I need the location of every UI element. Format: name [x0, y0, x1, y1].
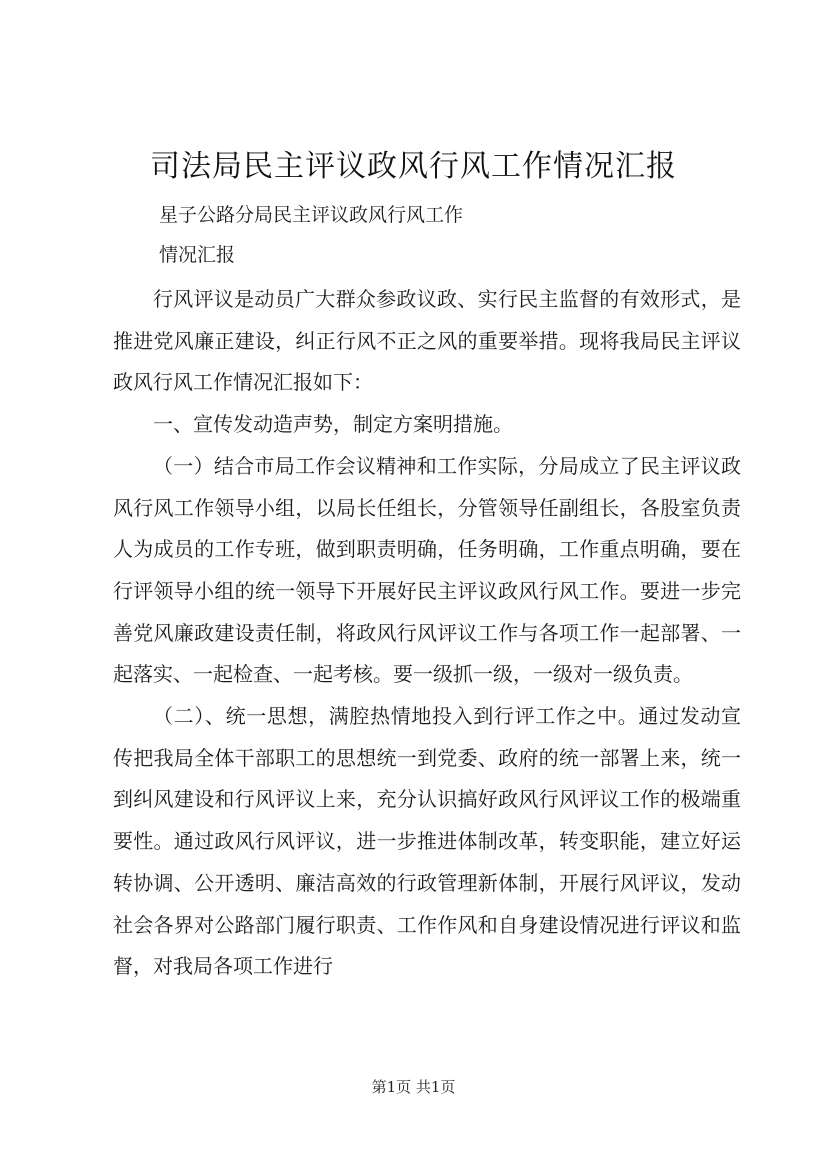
document-body	[113, 279, 741, 988]
subtitle-line-1: 星子公路分局民主评议政风行风工作	[159, 204, 464, 226]
paragraph-section-1-heading: 一、宣传发动造声势，制定方案明措施。	[153, 412, 513, 437]
paragraph-item-2: （二）、统一思想，满腔热情地投入到行评工作之中。通过发动宣传把我局全体干部职工的思想统一到党委、政府的统一部署上来，统一到纠风建设和行风评议上来，充分认识搞好政风行风评议工作的极端重要性。通过政风行风评议，进一步推进体制改革，转变职能，建立好运转协调、公开透明、廉洁高效的行政管理新体制，开展行风评议，发动社会各界对公路部门履行职责、工作作风和自身建设情况进行评议和监督，对我局各项工作进行	[113, 704, 741, 979]
subtitle-line-2: 情况汇报	[159, 244, 236, 266]
page-number-label: 第1页 共1页	[371, 1078, 456, 1096]
document-title: 司法局民主评议政风行风工作情况汇报	[150, 149, 677, 184]
paragraph-item-1: （一）结合市局工作会议精神和工作实际，分局成立了民主评议政风行风工作领导小组，以局长任组长，分管领导任副组长，各股室负责人为成员的工作专班，做到职责明确，任务明确，工作重点明确，要在行评领导小组的统一领导下开展好民主评议政风行风工作。要进一步完善党风廉政建设责任制，将政风行风评议工作与各项工作一起部署、一起落实、一起检查、一起考核。要一级抓一级，一级对一级负责。	[113, 453, 741, 687]
paragraph-intro: 行风评议是动员广大群众参政议政、实行民主监督的有效形式，是推进党风廉正建设，纠正行风不正之风的重要举措。现将我局民主评议政风行风工作情况汇报如下：	[113, 287, 741, 395]
page-footer	[0, 1076, 827, 1098]
